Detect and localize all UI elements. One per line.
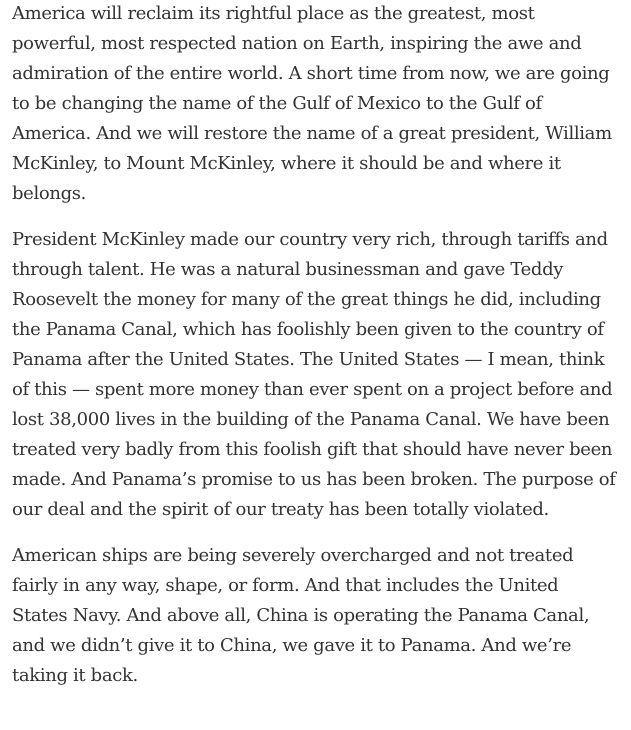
- paragraph-3: American ships are being severely overcharged and not treated fairly in any way, shape, or form. And that includes the United States Navy. And above all, China is operating the Panama Canal, and we didn’t give it to China, we gave it to Panama. And we’re taking it back.: [12, 545, 590, 686]
- paragraph-1: America will reclaim its rightful place as the greatest, most powerful, most respected nation on Earth, inspiring the awe and admiration of the entire world. A short time from now, we are going to be changing the name of the Gulf of Mexico to the Gulf of America. And we will restore the name of a great president, William McKinley, to Mount McKinley, where it should be and where it belongs.: [12, 3, 612, 204]
- paragraph-2: President McKinley made our country very rich, through tariffs and through talent. He was a natural businessman and gave Teddy Roosevelt the money for many of the great things he did, including the Panama Canal, which has foolishly been given to the country of Panama after the United States. The United States — I mean, think of this — spent more money than ever spent on a project before and lost 38,000 lives in the building of the Panama Canal. We have been treated very badly from this foolish gift that should have never been made. And Panama’s promise to us has been broken. The purpose of our deal and the spirit of our treaty has been totally violated.: [12, 229, 616, 520]
